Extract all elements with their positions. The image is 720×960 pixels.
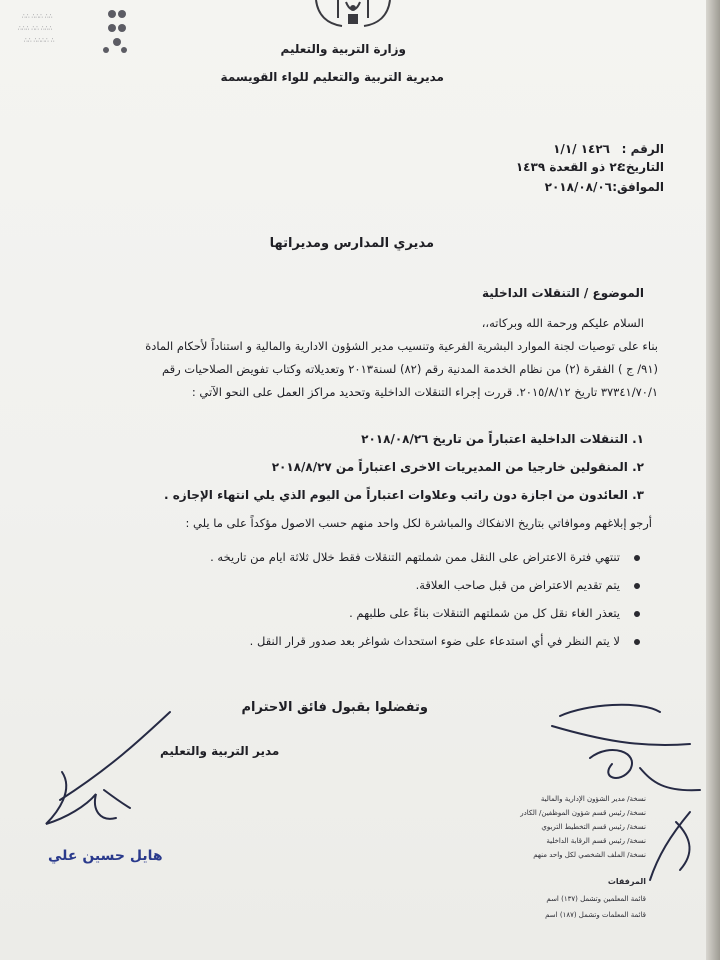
bullet-text: لا يتم النظر في أي استدعاء على ضوء استحداث شواغر بعد صدور قرار النقل .	[249, 634, 620, 648]
reference-number: ١٤٢٦ /١/١	[553, 142, 610, 156]
list-item	[416, 578, 640, 592]
subject-line: الموضوع / التنقلات الداخلية	[481, 286, 644, 300]
bullet-text: تنتهي فترة الاعتراض على النقل ممن شملتهم التنقلات فقط خلال ثلاثة ايام من تاريخه .	[210, 550, 620, 564]
gregorian-date: ٢٠١٨/٠٨/٠٦	[544, 180, 612, 194]
attachment-line: قائمة المعلمين وتشمل (١٣٧) اسم	[546, 895, 646, 903]
instruction-line: أرجو إبلاغهم وموافاتي بتاريخ الانفكاك والمباشرة لكل واحد منهم حسب الاصول مؤكداً على ما يلي :	[185, 516, 652, 530]
svg-text:∴∴ ∴∴∴ ∴∴: ∴∴ ∴∴∴ ∴∴	[22, 13, 53, 20]
copy-line: نسخة/ رئيس قسم الرقابة الداخلية	[546, 837, 646, 845]
corresponding-label: الموافق:	[612, 180, 664, 194]
reference-label: الرقم :	[621, 142, 664, 156]
svg-text:∴∴∴ ∴∴ ∴∴∴: ∴∴∴ ∴∴ ∴∴∴	[18, 25, 53, 32]
signatory-name: هايل حسين علي	[48, 848, 163, 864]
bullet-text: يتعذر الغاء نقل كل من شملتهم التنقلات بناءً على طلبهم .	[349, 606, 620, 620]
coat-of-arms-emblem	[308, 0, 398, 30]
body-line: ٣٧٣٤١/٧٠/١ تاريخ ٢٠١٥/٨/١٢. قررت إجراء التنقلات الداخلية وتحديد مراكز العمل على النحو الآتي :	[191, 385, 658, 399]
letter-body	[48, 312, 658, 404]
ministry-name: وزارة التربية والتعليم	[280, 42, 406, 56]
copy-line: نسخة/ مدير الشؤون الإدارية والمالية	[540, 795, 646, 803]
bullet-icon	[634, 583, 640, 589]
copy-line: نسخة/ رئيس قسم شؤون الموظفين/ الكادر	[520, 809, 646, 817]
list-item	[210, 550, 640, 564]
copy-line: نسخة/ الملف الشخصي لكل واحد منهم	[533, 851, 646, 859]
bullet-text: يتم تقديم الاعتراض من قبل صاحب العلاقة.	[415, 578, 620, 592]
body-line: (٩١/ ج ) الفقرة (٢) من نظام الخدمة المدنية رقم (٨٢) لسنة٢٠١٣ وتعديلاته وكتاب تفويض الصلاحيات رقم	[161, 362, 658, 376]
directorate-name: مديرية التربية والتعليم للواء القويسمة	[220, 70, 444, 84]
bullet-icon	[634, 639, 640, 645]
date-label: التاريخ:	[621, 160, 664, 174]
list-item	[349, 606, 640, 620]
list-item	[250, 634, 640, 648]
signatory-title: مدير التربية والتعليم	[160, 744, 280, 758]
hijri-date: ٢٤ ذو القعدة ١٤٣٩	[515, 160, 624, 174]
list-item: ٣. العائدون من اجازة دون راتب وعلاوات اعتباراً من اليوم الذي يلي انتهاء الإجازه .	[163, 488, 644, 502]
addressee: مديري المدارس ومديراتها	[269, 236, 434, 251]
closing-line: وتفضلوا بقبول فائق الاحترام	[241, 700, 428, 715]
copy-line: نسخة/ رئيس قسم التخطيط التربوي	[541, 823, 646, 831]
directorate-logo	[14, 4, 130, 60]
paper-edge-shadow	[706, 0, 720, 960]
list-item: ٢. المنقولين خارجيا من المديريات الاخرى اعتباراً من ٢٠١٨/٨/٢٧	[271, 460, 644, 474]
body-line: بناء على توصيات لجنة الموارد البشرية الفرعية وتنسيب مدير الشؤون الادارية والمالية و استناداً لأحكام المادة	[145, 339, 658, 353]
attachment-line: قائمة المعلمات وتشمل (١٨٧) اسم	[545, 911, 646, 919]
attachments-label: المرفقات	[607, 877, 646, 886]
bullet-icon	[634, 611, 640, 617]
greeting: السلام عليكم ورحمة الله وبركاته،،	[481, 316, 644, 330]
bullet-icon	[634, 555, 640, 561]
list-item: ١. التنقلات الداخلية اعتباراً من تاريخ ٢٠١٨/٠٨/٢٦	[361, 432, 644, 446]
svg-text:∴∴ ∴∴∴∴ ∴: ∴∴ ∴∴∴∴ ∴	[24, 37, 55, 44]
